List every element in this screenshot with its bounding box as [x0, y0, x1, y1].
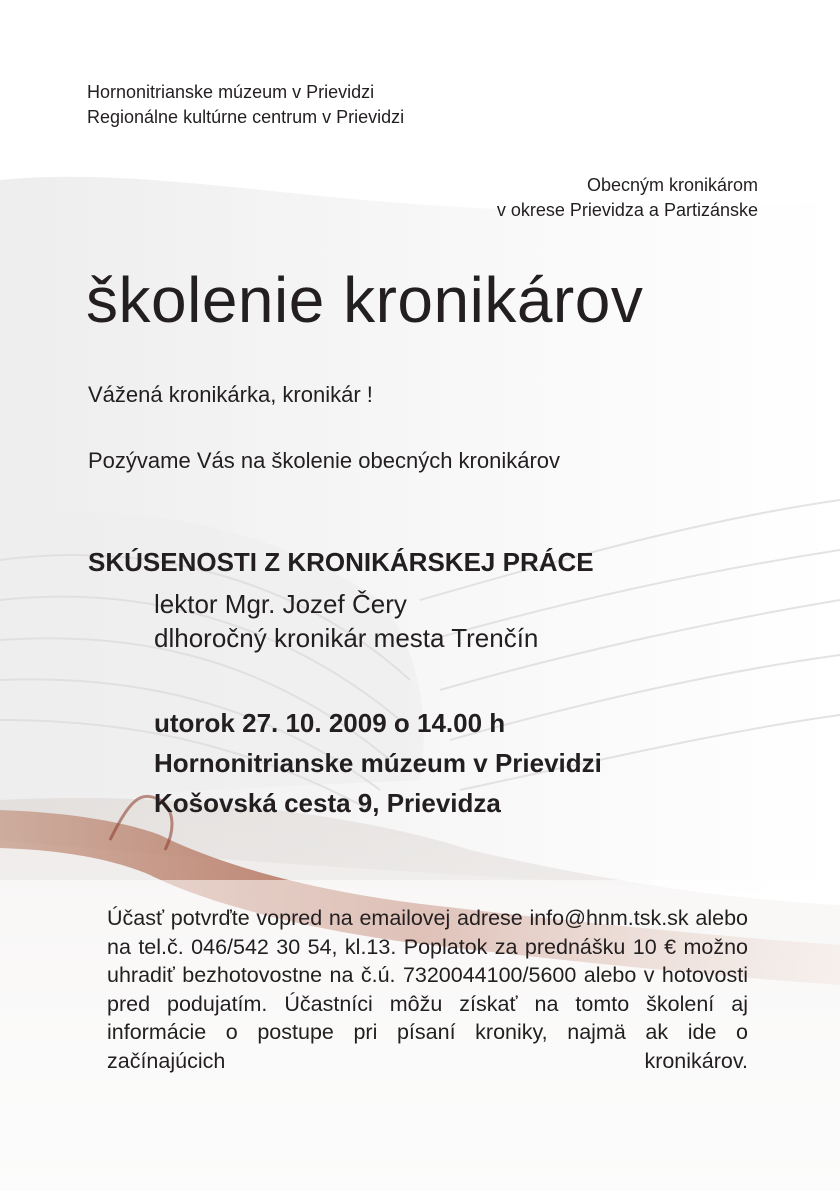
event-datetime: utorok 27. 10. 2009 o 14.00 h	[154, 708, 506, 738]
lector-line: lektor Mgr. Jozef Čery	[154, 589, 407, 619]
registration-info-paragraph: Účasť potvrďte vopred na emailovej adrese info@hnm.tsk.sk alebo na tel.č. 046/542 30 54, kl.13. Poplatok za prednášku 10 € možno uhradiť bezhotovostne na č.ú. 7320044100/5600 alebo v hotovosti pred podujatím. Účastníci môžu získať na tomto školení aj informácie o postupe pri písaní kroniky, najmä ak ide o začínajúcich kronikárov.	[107, 906, 748, 1073]
organizer-line: Hornonitrianske múzeum v Prievidzi	[87, 82, 375, 102]
lector-info	[154, 587, 538, 655]
lecture-topic: SKÚSENOSTI Z KRONIKÁRSKEJ PRÁCE	[88, 547, 594, 577]
recipient-block	[497, 173, 758, 223]
recipient-line: v okrese Prievidza a Partizánske	[496, 200, 758, 220]
lector-line: dlhoročný kronikár mesta Trenčín	[154, 623, 539, 653]
event-address: Košovská cesta 9, Prievidza	[154, 788, 501, 818]
organizer-line: Regionálne kultúrne centrum v Prievidzi	[87, 107, 405, 127]
greeting: Vážená kronikárka, kronikár !	[88, 382, 373, 407]
page-title: školenie kronikárov	[86, 264, 644, 336]
invitation-text: Pozývame Vás na školenie obecných kronikárov	[88, 448, 561, 473]
organizers	[87, 80, 404, 130]
event-details	[154, 703, 602, 823]
event-venue: Hornonitrianske múzeum v Prievidzi	[154, 748, 602, 778]
recipient-line: Obecným kronikárom	[586, 175, 758, 195]
